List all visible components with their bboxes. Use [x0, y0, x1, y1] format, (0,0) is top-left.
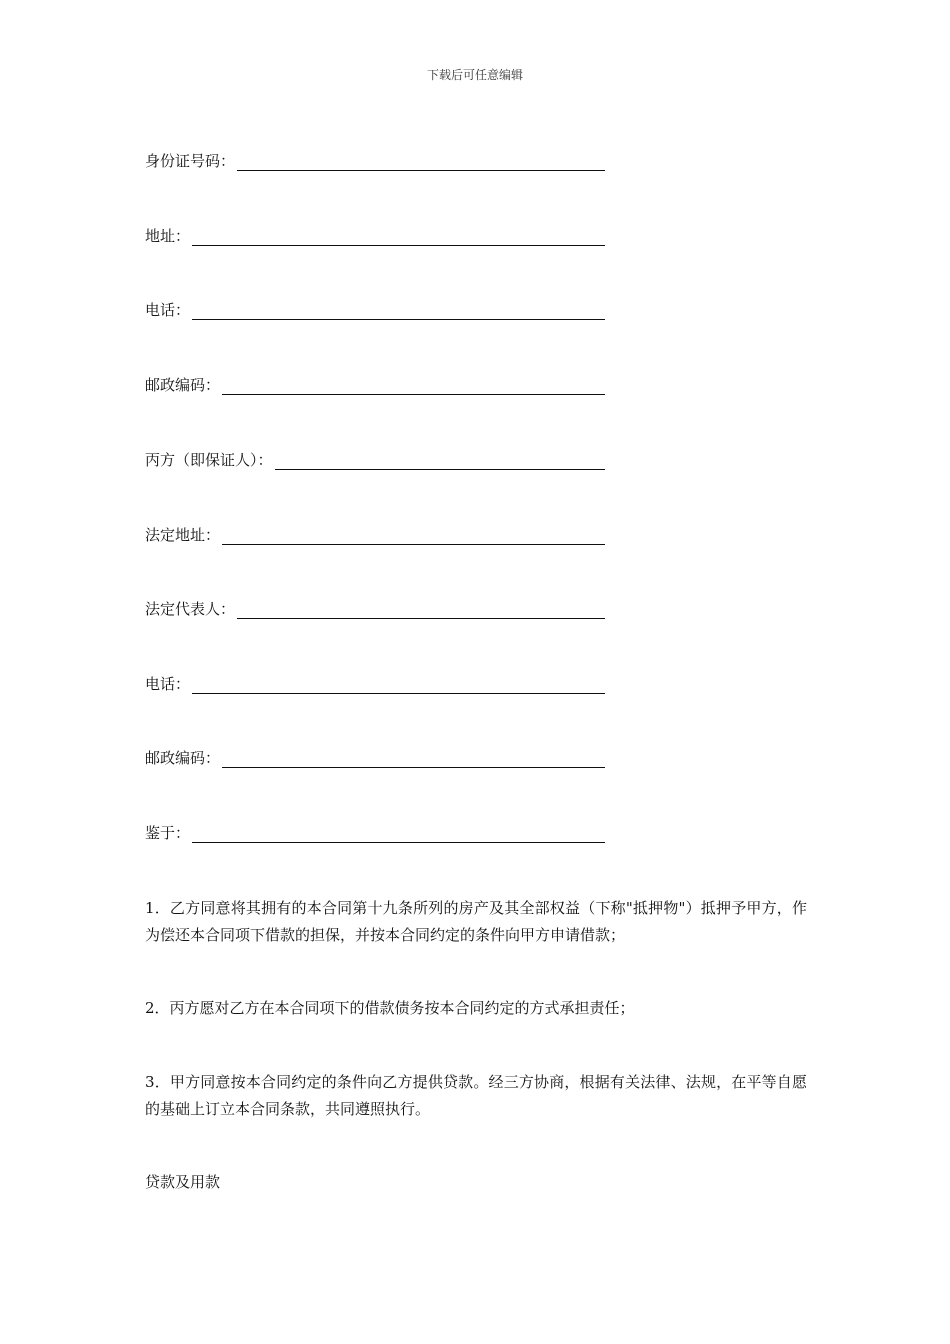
legal-address-field [145, 525, 605, 545]
blank-line [222, 378, 605, 395]
field-label: 鉴于： [145, 824, 191, 842]
guarantor-field [145, 450, 605, 470]
field-label: 法定地址： [145, 526, 221, 544]
phone-field [145, 300, 605, 320]
clause-1: 1．乙方同意将其拥有的本合同第十九条所列的房产及其全部权益（下称"抵押物"）抵押予甲方，作为偿还本合同项下借款的担保，并按本合同约定的条件向甲方申请借款； [145, 899, 807, 944]
id-number-field [145, 151, 605, 171]
field-label: 电话： [145, 675, 191, 693]
page-header: 下载后可任意编辑 [426, 68, 523, 82]
field-label: 地址： [145, 227, 191, 245]
clause-3: 3．甲方同意按本合同约定的条件向乙方提供贷款。经三方协商，根据有关法律、法规，在平等自愿的基础上订立本合同条款，共同遵照执行。 [145, 1073, 807, 1118]
blank-line [237, 602, 605, 619]
clause-2: 2．丙方愿对乙方在本合同项下的借款债务按本合同约定的方式承担责任； [145, 999, 635, 1017]
blank-line [237, 154, 605, 171]
legal-representative-field [145, 599, 605, 619]
postal-code-field [145, 375, 605, 395]
blank-line [192, 303, 605, 320]
field-label: 丙方（即保证人）： [145, 451, 273, 469]
blank-line [222, 528, 605, 545]
blank-line [192, 826, 605, 843]
field-label: 电话： [145, 301, 191, 319]
blank-line [192, 229, 605, 246]
address-field [145, 226, 605, 246]
whereas-field [145, 823, 605, 843]
blank-line [192, 677, 605, 694]
field-label: 邮政编码： [145, 376, 221, 394]
blank-line [275, 453, 605, 470]
field-label: 身份证号码： [145, 152, 236, 170]
blank-line [222, 751, 605, 768]
section-heading: 贷款及用款 [145, 1173, 221, 1191]
field-label: 邮政编码： [145, 749, 221, 767]
field-label: 法定代表人： [145, 600, 236, 618]
phone-field-2 [145, 674, 605, 694]
postal-code-field-2 [145, 748, 605, 768]
